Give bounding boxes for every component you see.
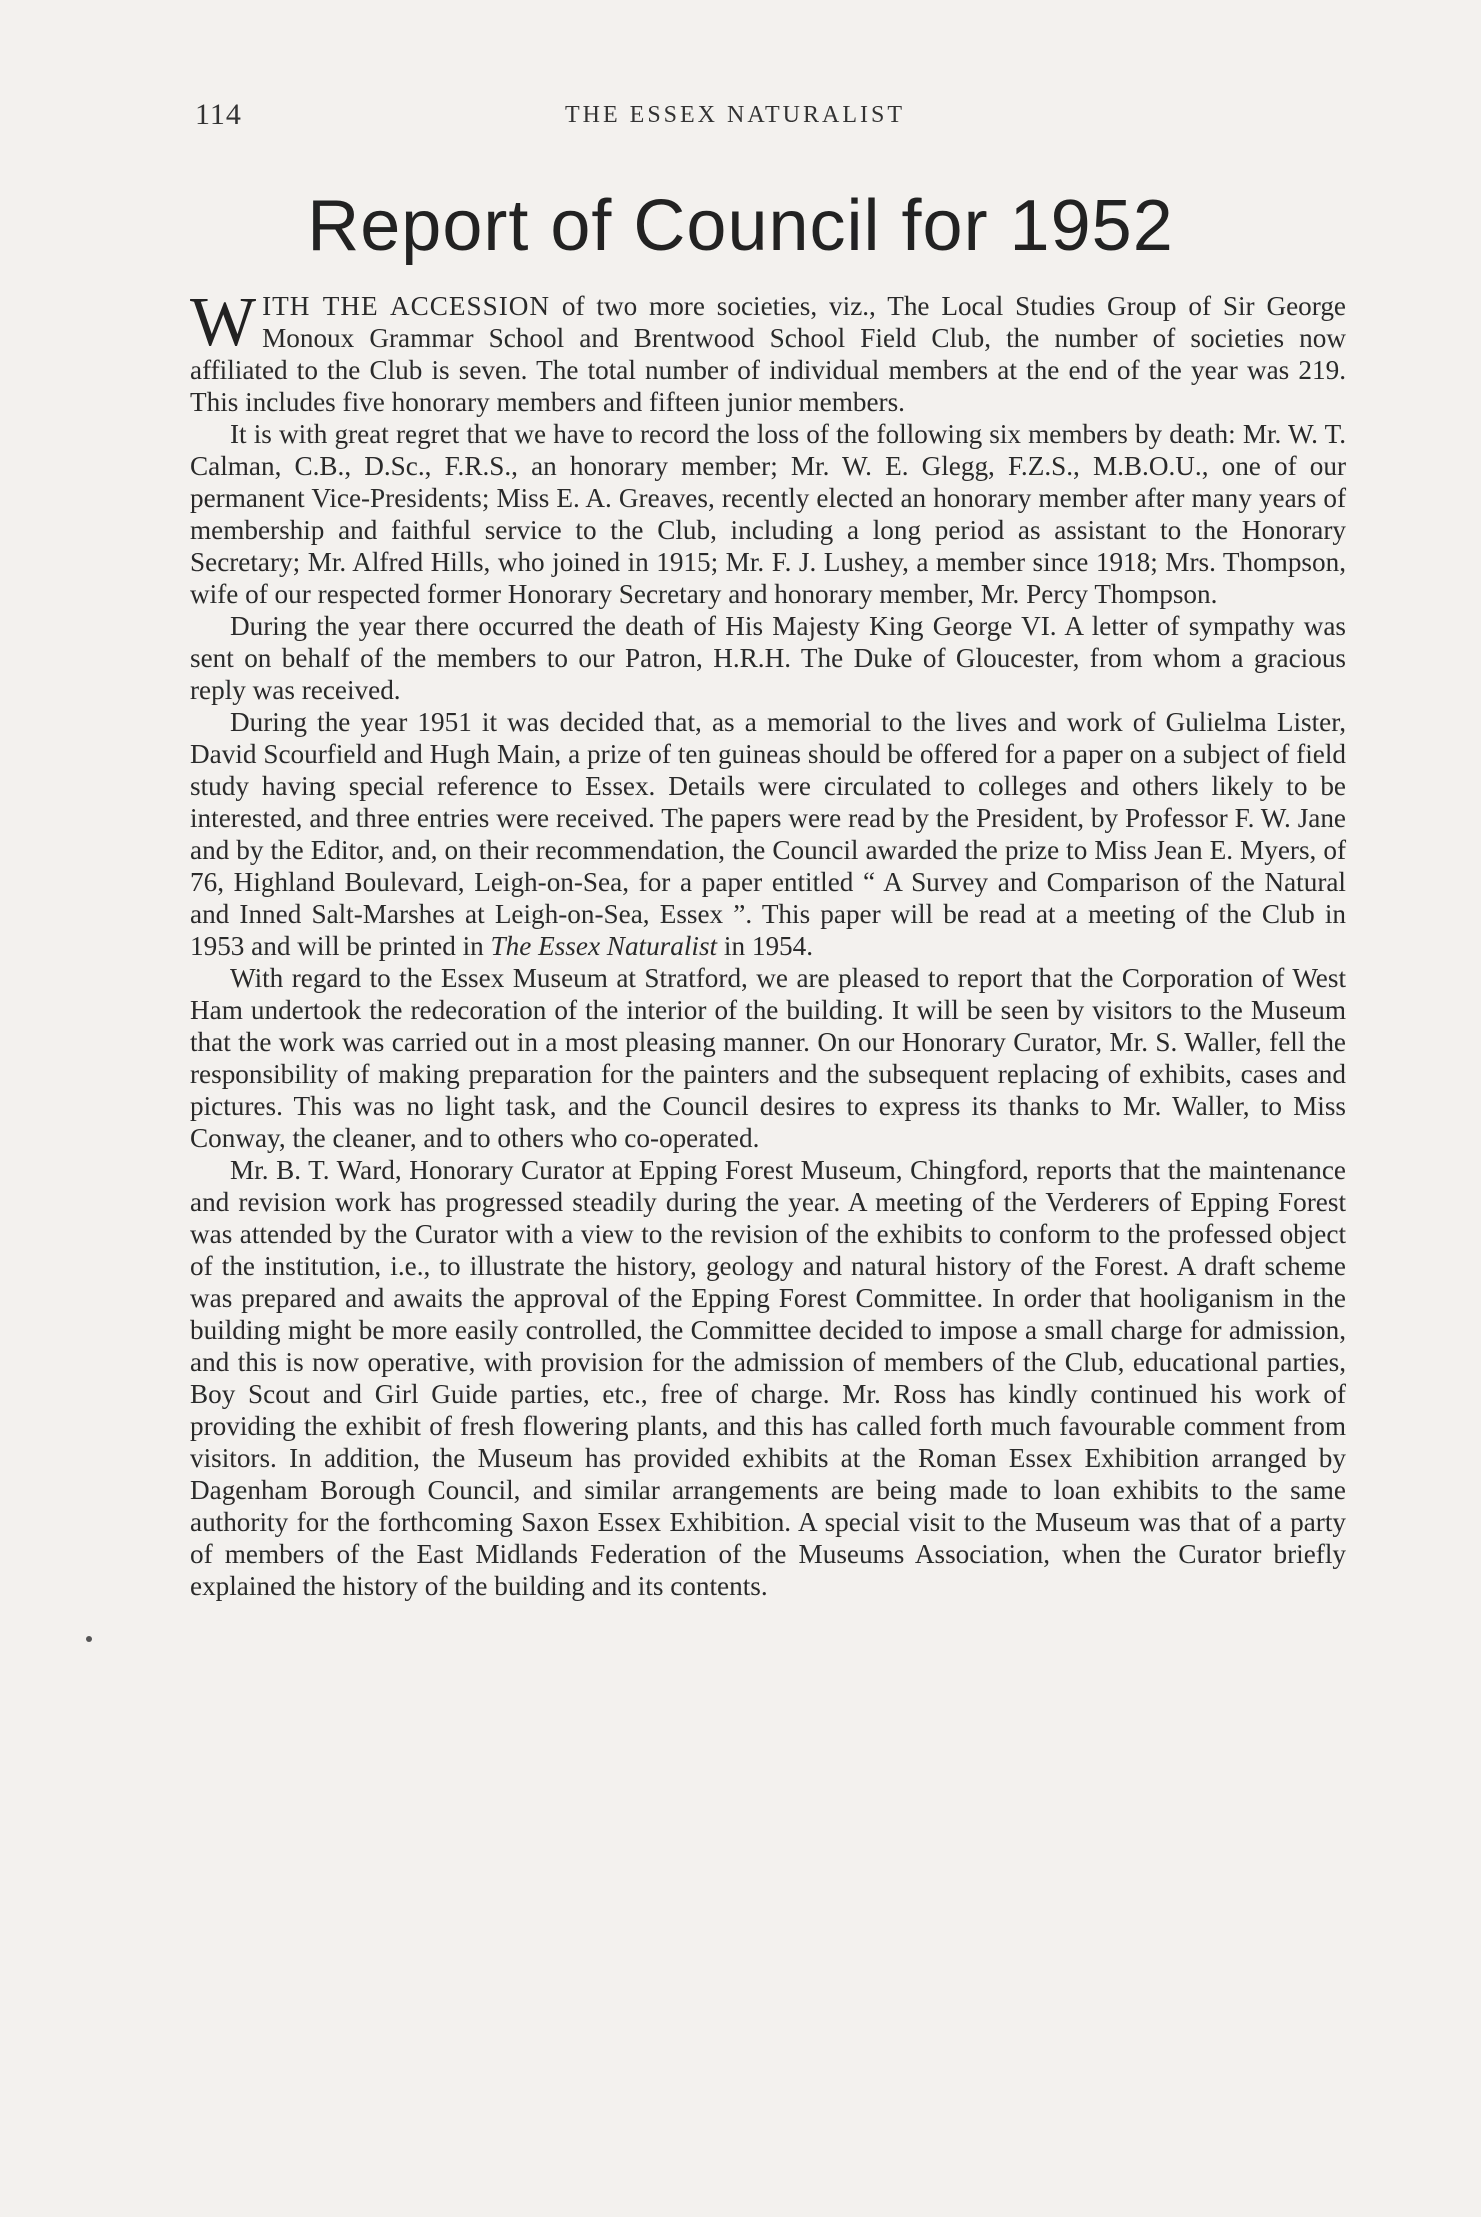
paragraph-text: During the year 1951 it was decided that, as a memorial to the lives and work of Gulielma Lister, David Scourfield and Hugh Main, a prize of ten guineas should be offered for a paper on a subject of field study having special reference to Essex. Details were circulated to colleges and others likely to be interested, and three entries were received. The papers were read by the President, by Professor F. W. Jane and by the Editor, and, on their recommendation, the Council awarded the prize to Miss Jean E. Myers, of 76, Highland Boulevard, Leigh-on-Sea, for a paper entitled “ A Survey and Comparison of the Natural and Inned Salt-Marshes at Leigh-on-Sea, Essex ”. This paper will be read at a meeting of the Club in 1953 and will be printed in [190, 707, 1346, 961]
paragraph-text: in 1954. [717, 931, 814, 961]
journal-title-italic: The Essex Naturalist [490, 931, 718, 961]
paragraph-essex-museum: With regard to the Essex Museum at Stratford, we are pleased to report that the Corporation of West Ham undertook the redecoration of the interior of the building. It will be seen by visitors to the Museum that the work was carried out in a most pleasing manner. On our Honorary Curator, Mr. S. Waller, fell the responsibility of making preparation for the painters and the subsequent replacing of exhibits, cases and pictures. This was no light task, and the Council desires to express its thanks to Mr. Waller, to Miss Conway, the cleaner, and to others who co-operated. [190, 963, 1346, 1153]
paragraph-text: of two more societies, viz., The Local Studies Group of Sir George Monoux Grammar School and Brentwood School Field Club, the number of societies now affiliated to the Club is seven. The total number of individual members at the end of the year was 219. This includes five honorary members and fifteen junior members. [190, 291, 1346, 417]
journal-title: THE ESSEX NATURALIST [565, 102, 905, 128]
paragraph-accession [190, 284, 1346, 418]
paragraph-king-george: During the year there occurred the death of His Majesty King George VI. A letter of sympathy was sent on behalf of the members to our Patron, H.R.H. The Duke of Gloucester, from whom a gracious reply was received. [190, 611, 1346, 705]
lead-small-caps: ITH THE ACCESSION [262, 291, 551, 321]
paragraph-epping-forest-museum: Mr. B. T. Ward, Honorary Curator at Epping Forest Museum, Chingford, reports that the maintenance and revision work has progressed steadily during the year. A meeting of the Verderers of Epping Forest was attended by the Curator with a view to the revision of the exhibits to conform to the professed object of the institution, i.e., to illustrate the history, geology and natural history of the Forest. A draft scheme was prepared and awaits the approval of the Epping Forest Committee. In order that hooliganism in the building might be more easily controlled, the Committee decided to impose a small charge for admission, and this is now operative, with provision for the admission of members of the Club, educational parties, Boy Scout and Girl Guide parties, etc., free of charge. Mr. Ross has kindly continued his work of providing the exhibit of fresh flowering plants, and this has called forth much favourable comment from visitors. In addition, the Museum has provided exhibits at the Roman Essex Exhibition arranged by Dagenham Borough Council, and similar arrangements are being made to loan exhibits to the same authority for the forthcoming Saxon Essex Exhibition. A special visit to the Museum was that of a party of members of the East Midlands Federation of the Museums Association, when the Curator briefly explained the history of the building and its contents. [190, 1155, 1346, 1601]
paragraph-memorial-prize [190, 706, 1346, 962]
page-number: 114 [195, 98, 242, 131]
ink-speck [86, 1636, 92, 1642]
report-title: Report of Council for 1952 [307, 186, 1174, 266]
drop-cap: W [190, 284, 257, 361]
paragraph-obituaries: It is with great regret that we have to record the loss of the following six members by death: Mr. W. T. Calman, C.B., D.Sc., F.R.S., an honorary member; Mr. W. E. Glegg, F.Z.S., M.B.O.U., one of our permanent Vice-Presidents; Miss E. A. Greaves, recently elected an honorary member after many years of membership and faithful service to the Club, including a long period as assistant to the Honorary Secretary; Mr. Alfred Hills, who joined in 1915; Mr. F. J. Lushey, a member since 1918; Mrs. Thompson, wife of our respected former Honorary Secretary and honorary member, Mr. Percy Thompson. [190, 419, 1346, 609]
report-body [190, 284, 1346, 1602]
running-head [195, 98, 1345, 138]
